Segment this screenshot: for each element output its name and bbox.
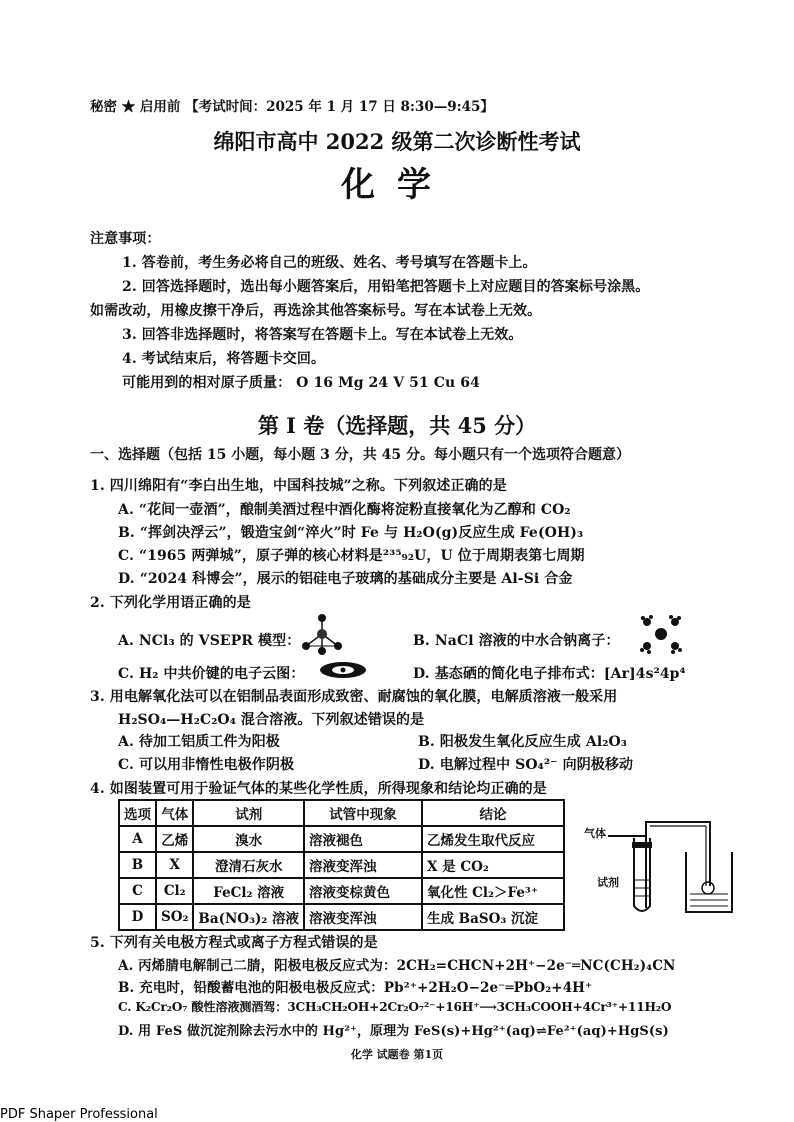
atomic-masses: 可能用到的相对原子质量： O 16 Mg 24 V 51 Cu 64 [122,375,480,391]
table-header: 选项 [119,800,156,826]
table-cell: 溶液变浑浊 [304,852,422,878]
table-header: 结论 [422,800,564,826]
q2-stem: 2. 下列化学用语正确的是 [90,595,251,611]
q1-option-a: A. “花间一壶酒”，酿制美酒过程中酒化酶将淀粉直接氧化为乙醇和 CO₂ [118,502,571,518]
apparatus-reagent-label: 试剂 [597,876,619,889]
notice-line-4: 4. 考试结束后，将答题卡交回。 [122,351,326,367]
q4-stem: 4. 如图装置可用于验证气体的某些化学性质，所得现象和结论均正确的是 [90,781,547,797]
table-cell: 溶液变浑浊 [304,904,422,930]
table-row [119,904,564,930]
q2-option-b: B. NaCl 溶液的中水合钠离子： [413,633,620,649]
section-title: 第 I 卷（选择题，共 45 分） [257,413,537,438]
notice-line-2: 2. 回答选择题时，选出每小题答案后，用铅笔把答题卡上对应题目的答案标号涂黑。 [122,279,650,295]
q1-option-b: B. “挥剑决浮云”，锻造宝剑“淬火”时 Fe 与 H₂O(g)反应生成 Fe(OH)₃ [118,525,584,541]
q1-option-c: C. “1965 两弹城”，原子弹的核心材料是²³⁵₉₂U，U 位于周期表第七周期 [118,548,585,564]
q2-option-a: A. NCl₃ 的 VSEPR 模型： [118,633,301,649]
table-row [119,852,564,878]
q5-stem: 5. 下列有关电极方程式或离子方程式错误的是 [90,935,378,951]
table-header: 试管中现象 [304,800,422,826]
notice-heading: 注意事项： [90,231,161,247]
apparatus-gas-label: 气体 [584,827,606,840]
notice-line-1: 1. 答卷前，考生务必将自己的班级、姓名、考号填写在答题卡上。 [122,255,537,271]
table-cell: Cl₂ [156,878,193,904]
subject-title: 化学 [341,165,453,205]
q5-option-c: C. K₂Cr₂O₇ 酸性溶液测酒驾：3CH₃CH₂OH+2Cr₂O₇²⁻+16H⁺⟶3CH₃COOH+4Cr³⁺+11H₂O [118,1000,672,1014]
q4-table [118,799,565,931]
table-cell: 乙烯发生取代反应 [422,826,564,852]
q1-stem: 1. 四川绵阳有“李白出生地，中国科技城”之称。下列叙述正确的是 [90,478,507,494]
section-instructions: 一、选择题（包括 15 小题，每小题 3 分，共 45 分。每小题只有一个选项符合题意） [90,447,630,463]
table-cell: 生成 BaSO₃ 沉淀 [422,904,564,930]
q5-option-d: D. 用 FeS 做沉淀剂除去污水中的 Hg²⁺，原理为 FeS(s)+Hg²⁺(aq)⇌Fe²⁺(aq)+HgS(s) [118,1024,669,1039]
q3-option-d: D. 电解过程中 SO₄²⁻ 向阴极移动 [418,757,634,773]
q1-option-d: D. “2024 科博会”，展示的铝硅电子玻璃的基础成分主要是 Al-Si 合金 [118,571,573,587]
table-cell: C [119,878,156,904]
exam-title: 绵阳市高中 2022 级第二次诊断性考试 [213,129,581,154]
table-cell: 乙烯 [156,826,193,852]
q3-option-b: B. 阳极发生氧化反应生成 Al₂O₃ [418,734,627,750]
table-row [119,826,564,852]
table-cell: D [119,904,156,930]
table-cell: A [119,826,156,852]
notice-line-3: 3. 回答非选择题时，将答案写在答题卡上。写在本试卷上无效。 [122,327,523,343]
table-cell: 氧化性 Cl₂＞Fe³⁺ [422,878,564,904]
q5-option-b: B. 充电时，铅酸蓄电池的阳极电极反应式：Pb²⁺+2H₂O−2e⁻═PbO₂+4H⁺ [118,980,593,996]
electron-cloud-figure [318,660,368,680]
table-cell: B [119,852,156,878]
q5-option-a: A. 丙烯腈电解制己二腈，阳极电极反应式为：2CH₂=CHCN+2H⁺−2e⁻═NC(CH₂)₄CN [118,958,676,974]
exam-time-header: 秘密 ★ 启用前 【考试时间：2025 年 1 月 17 日 8:30—9:45】 [90,99,494,115]
table-cell: 溶液褪色 [304,826,422,852]
table-row [119,878,564,904]
q3-stem-1: 3. 用电解氧化法可以在铝制品表面形成致密、耐腐蚀的氧化膜，电解质溶液一般采用 [90,689,618,705]
q3-option-c: C. 可以用非惰性电极作阴极 [118,757,295,773]
vsepr-model-figure [300,612,344,656]
table-header: 气体 [156,800,193,826]
hydrated-sodium-ion-figure [637,612,685,656]
table-cell: SO₂ [156,904,193,930]
table-cell: 溴水 [193,826,304,852]
table-cell: FeCl₂ 溶液 [193,878,304,904]
table-cell: 溶液变棕黄色 [304,878,422,904]
notice-line-2-cont: 如需改动，用橡皮擦干净后，再选涂其他答案标号。写在本试卷上无效。 [90,303,542,319]
watermark-text: PDF Shaper Professional [0,1107,158,1122]
q2-option-d: D. 基态硒的简化电子排布式：[Ar]4s²4p⁴ [413,666,686,682]
gas-apparatus-figure [600,808,735,918]
table-cell: X 是 CO₂ [422,852,564,878]
table-header-row [119,800,564,826]
q2-option-c: C. H₂ 中共价键的电子云图： [118,666,305,682]
table-cell: X [156,852,193,878]
table-cell: Ba(NO₃)₂ 溶液 [193,904,304,930]
table-cell: 澄清石灰水 [193,852,304,878]
q3-stem-2: H₂SO₄—H₂C₂O₄ 混合溶液。下列叙述错误的是 [118,712,425,728]
q3-option-a: A. 待加工铝质工件为阳极 [118,734,280,750]
table-header: 试剂 [193,800,304,826]
page-footer: 化学 试题卷 第1页 [350,1048,444,1061]
